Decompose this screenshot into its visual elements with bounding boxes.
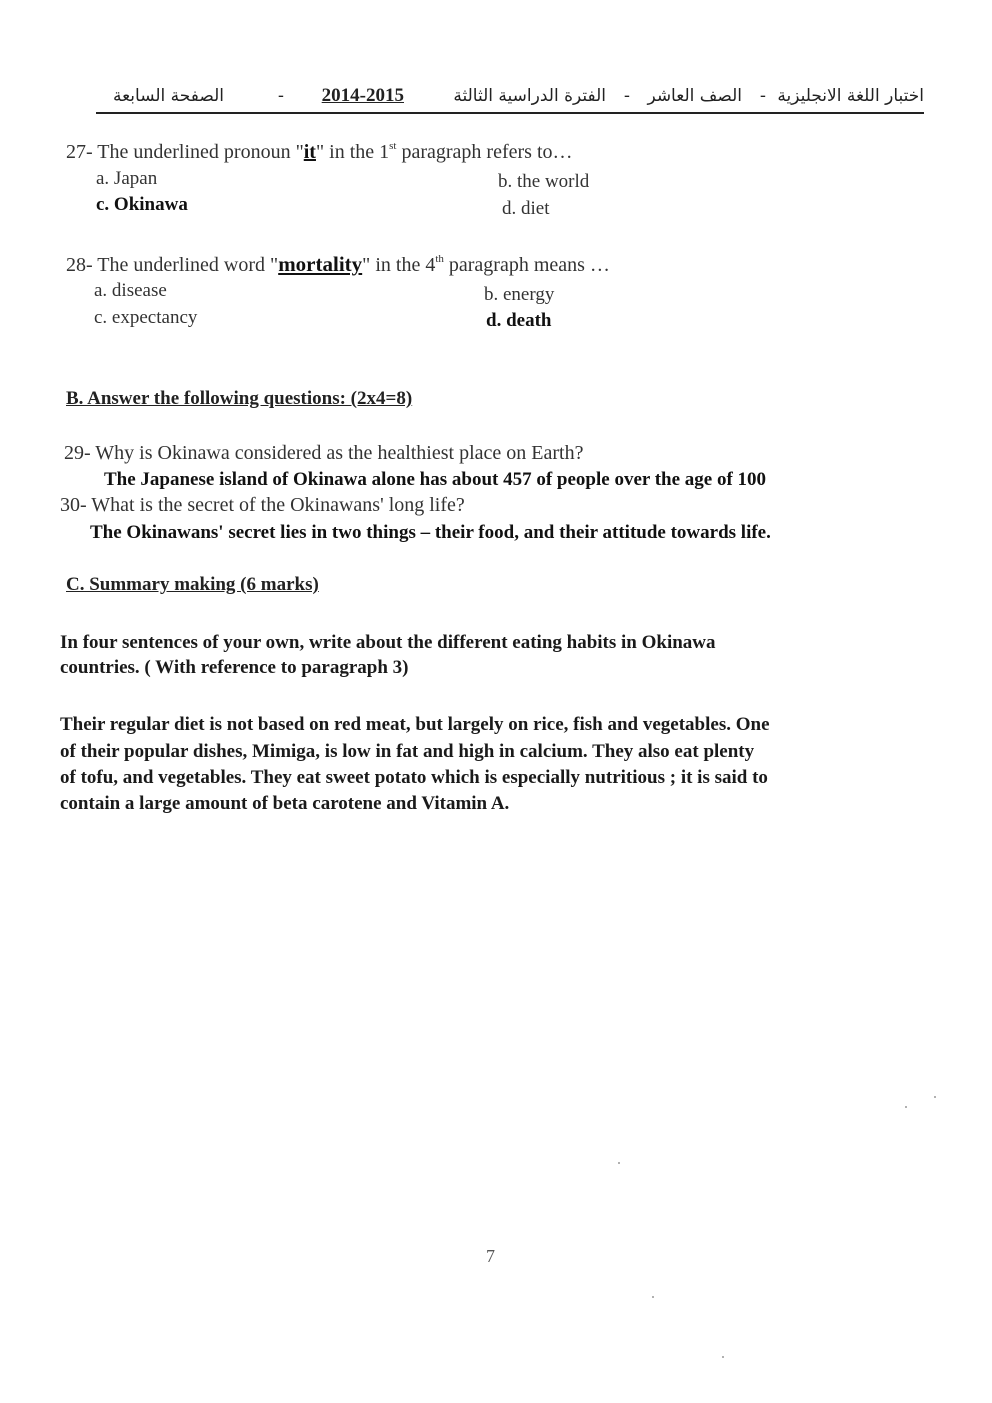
header-subject: اختبار اللغة الانجليزية [777,86,924,106]
summary-answer-line: of their popular dishes, Mimiga, is low in fat and high in calcium. They also eat plenty [60,741,755,762]
summary-answer-line: Their regular diet is not based on red meat, but largely on rice, fish and vegetables. One [60,714,770,735]
option-28-a: a. disease [94,280,167,301]
page-header [96,84,924,114]
header-page: الصفحة السابعة [112,86,224,106]
scan-speck [934,1096,936,1098]
option-28-d-correct: d. death [486,310,552,331]
question-27-prefix: 27- The underlined pronoun " [66,141,304,163]
option-27-a: a. Japan [96,168,158,189]
header-year: 2014-2015 [321,85,404,106]
summary-prompt-line: In four sentences of your own, write about the different eating habits in Okinawa [60,632,716,653]
scan-speck [722,1356,724,1358]
summary-answer-line: of tofu, and vegetables. They eat sweet potato which is especially nutritious ; it is said to [60,767,768,788]
question-28 [66,252,610,277]
option-27-c-correct: c. Okinawa [96,194,188,215]
scan-speck [652,1296,654,1298]
page-number: 7 [486,1246,495,1266]
header-separator: - [623,86,630,106]
underlined-pronoun: it [303,141,316,163]
option-27-d: d. diet [502,198,550,219]
question-28-suffix: paragraph means … [443,254,610,276]
header-separator: - [759,86,766,106]
option-27-b: b. the world [498,171,590,192]
option-28-c: c. expectancy [94,307,198,328]
header-term: الفترة الدراسية الثالثة [453,86,606,106]
section-c-heading: C. Summary making (6 marks) [66,574,319,595]
question-27-suffix: paragraph refers to… [396,141,573,163]
underlined-word: mortality [278,252,363,276]
question-28-prefix: 28- The underlined word " [66,254,279,276]
question-28-mid: " in the 4 [362,254,436,276]
ordinal-suffix: st [389,140,397,152]
question-27-mid: " in the 1 [315,141,390,163]
ordinal-suffix: th [435,253,444,265]
question-29: 29- Why is Okinawa considered as the healthiest place on Earth? [64,442,584,464]
summary-answer-line: contain a large amount of beta carotene and Vitamin A. [60,793,510,814]
summary-prompt-line: countries. ( With reference to paragraph 3) [60,657,409,678]
scan-speck [905,1106,907,1108]
answer-30: The Okinawans' secret lies in two things – their food, and their attitude towards life. [90,522,771,543]
header-rule [96,112,924,114]
header-grade: الصف العاشر [647,86,742,106]
question-30: 30- What is the secret of the Okinawans' long life? [60,494,465,516]
question-27 [66,140,573,164]
answer-29: The Japanese island of Okinawa alone has about 457 of people over the age of 100 [104,469,767,490]
section-b-heading: B. Answer the following questions: (2x4=8) [66,388,413,409]
option-28-b: b. energy [484,284,555,305]
header-separator: - [277,86,284,106]
scan-speck [618,1162,620,1164]
